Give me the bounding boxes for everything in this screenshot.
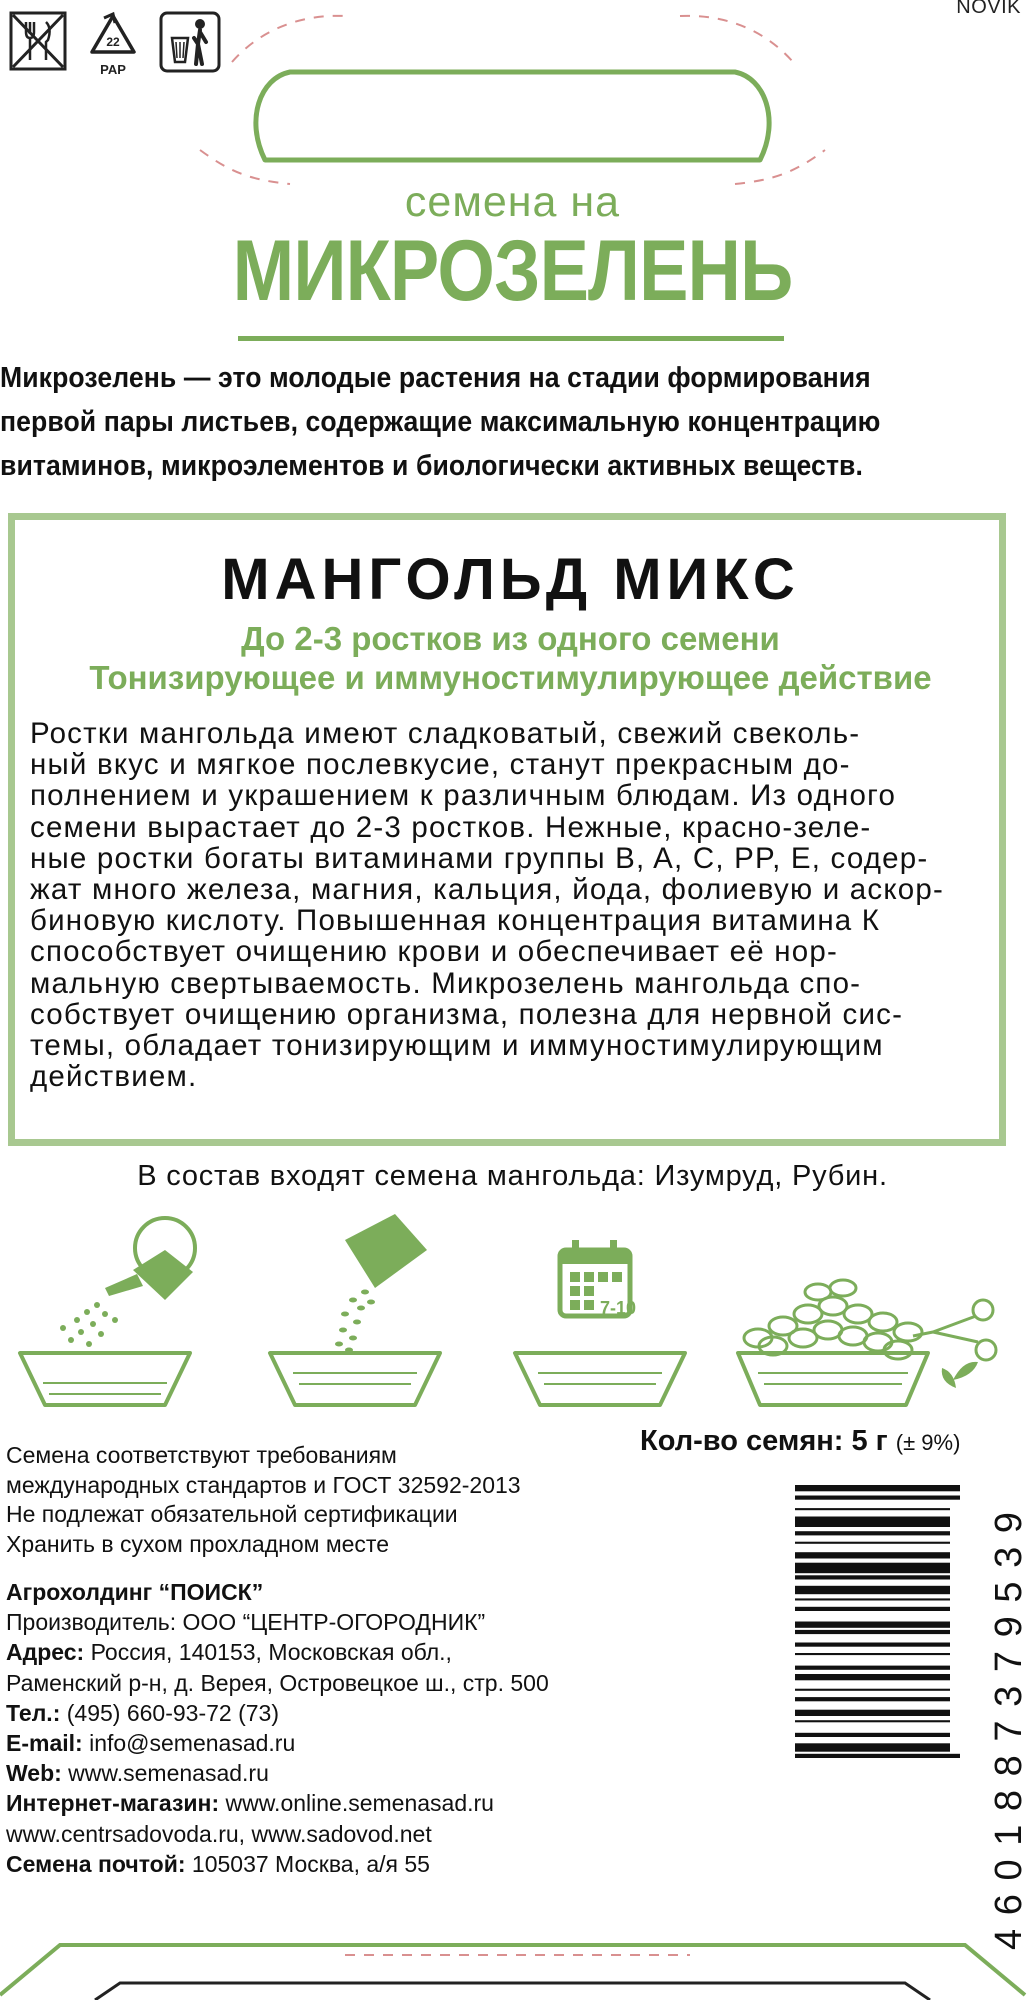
recycle-code: 22 <box>106 35 120 49</box>
address-line-2: Раменский р-н, д. Верея, Островецкое ш., стр. 500 <box>6 1669 549 1696</box>
product-feature-1: До 2-3 ростков из одного семени <box>241 620 780 657</box>
recycle-label: PAP <box>100 62 126 77</box>
description-line: способствует очищению крови и обеспечивает её нор- <box>30 935 839 969</box>
barcode-bar <box>795 1743 950 1751</box>
barcode-bar <box>795 1607 950 1611</box>
bottom-decoration <box>0 1935 1025 2000</box>
standards-line: Хранить в сухом прохладном месте <box>6 1530 390 1557</box>
description-line: действием. <box>30 1060 198 1094</box>
seed-quantity <box>640 1425 960 1458</box>
header-subtitle: семена на <box>404 178 621 226</box>
standards-line: международных стандартов и ГОСТ 32592-2013 <box>6 1471 521 1498</box>
header-rule <box>238 336 784 341</box>
barcode-bar <box>795 1666 950 1670</box>
barcode-bar <box>795 1653 950 1655</box>
description-line: семени вырастает до 2-3 ростков. Нежные, красно-зеле- <box>30 810 872 844</box>
intro-line: Микрозелень — это молодые растения на стадии формирования <box>0 362 871 394</box>
mail-order-label: Семена почтой: <box>6 1850 186 1877</box>
barcode-bar <box>795 1575 950 1579</box>
description-line: биновую кислоту. Повышенная концентрация витамина К <box>30 904 881 938</box>
address-line-1: Россия, 140153, Московская обл., <box>84 1639 452 1666</box>
barcode-bar <box>795 1754 960 1758</box>
description-line: ный вкус и мягкое послевкусие, станут прекрасным до- <box>30 748 851 782</box>
intro-paragraph <box>0 356 1025 488</box>
barcode-bar <box>795 1586 950 1594</box>
email: info@semenasad.ru <box>82 1730 296 1757</box>
barcode-bar <box>795 1598 950 1600</box>
intro-line: витаминов, микроэлементов и биологически активных веществ. <box>0 450 863 482</box>
producer: Производитель: ООО “ЦЕНТР-ОГОРОДНИК” <box>6 1609 486 1636</box>
manufacturer-contacts <box>6 1577 549 1879</box>
seed-packet-icon <box>265 1210 455 1410</box>
barcode-bar <box>795 1689 950 1691</box>
barcode-bar <box>795 1508 950 1510</box>
email-label: E-mail: <box>6 1730 83 1757</box>
shop-label: Интернет-магазин: <box>6 1790 220 1817</box>
other-sites: www.centrsadovoda.ru, www.sadovod.net <box>6 1820 432 1847</box>
standards-text <box>6 1441 521 1559</box>
brand-corner: NOVIK <box>956 0 1021 18</box>
barcode-bar <box>795 1485 960 1491</box>
description-line: собствует очищению организма, полезна для нервной сис- <box>30 997 904 1031</box>
online-shop: www.online.semenasad.ru <box>219 1790 494 1817</box>
barcode-bar <box>795 1710 950 1716</box>
composition-text: В состав входят семена мангольда: Изумруд, Рубин. <box>137 1160 888 1192</box>
seed-quantity-label: Кол-во семян: 5 г <box>640 1425 888 1457</box>
company-name: Агрохолдинг “ПОИСК” <box>6 1579 264 1605</box>
product-feature-2: Тонизирующее и иммуностимулирующее действие <box>89 659 932 696</box>
barcode-bar <box>795 1733 950 1737</box>
description-line: темы, обладает тонизирующим и иммуностимулирующим <box>30 1029 884 1063</box>
web-label: Web: <box>6 1760 62 1787</box>
harvest-sprouts-icon <box>728 1210 1010 1410</box>
barcode-bar <box>795 1563 950 1574</box>
barcode-bar <box>795 1643 950 1647</box>
barcode-bar <box>795 1552 950 1558</box>
description-line: мальную свертываемость. Микрозелень мангольда спо- <box>30 966 862 1000</box>
header-decoration <box>0 0 1025 200</box>
phone-label: Тел.: <box>6 1699 61 1726</box>
watering-can-icon <box>15 1210 205 1410</box>
address-label: Адрес: <box>6 1639 85 1666</box>
calendar-icon <box>510 1210 700 1410</box>
mail-order: 105037 Москва, а/я 55 <box>185 1850 430 1877</box>
barcode-bar <box>795 1517 950 1528</box>
standards-line: Семена соответствуют требованиям <box>6 1442 397 1468</box>
barcode-bar <box>795 1622 950 1628</box>
phone: (495) 660-93-72 (73) <box>60 1699 279 1726</box>
barcode-bar <box>795 1542 950 1544</box>
product-description <box>30 718 990 1092</box>
header-title: МИКРОЗЕЛЕНЬ <box>232 223 793 319</box>
barcode-bar <box>795 1674 950 1680</box>
seed-quantity-tolerance: (± 9%) <box>895 1430 961 1455</box>
barcode-bar <box>795 1531 950 1535</box>
description-line: жат много железа, магния, кальция, йода, фолиевую и аскор- <box>30 873 944 907</box>
standards-line: Не подлежат обязательной сертификации <box>6 1501 458 1527</box>
description-line: полнением и украшением к различным блюдам. Из одного <box>30 779 897 813</box>
barcode-bar <box>795 1496 960 1500</box>
website: www.semenasad.ru <box>61 1760 269 1787</box>
barcode-bar <box>795 1697 950 1701</box>
barcode-bar <box>795 1630 950 1634</box>
barcode-number-box <box>958 1490 1030 1950</box>
barcode-bar <box>795 1720 950 1722</box>
barcode-number: 4601887379539 <box>988 1498 1030 1950</box>
calendar-days: 7-10 <box>600 1298 637 1318</box>
description-line: Ростки мангольда имеют сладковатый, свежий свеколь- <box>30 717 861 750</box>
intro-line: первой пары листьев, содержащие максимальную концентрацию <box>0 406 881 438</box>
product-name: МАНГОЛЬД МИКС <box>221 547 800 612</box>
description-line: ные ростки богаты витаминами группы B, A, C, PP, E, содер- <box>30 841 929 875</box>
